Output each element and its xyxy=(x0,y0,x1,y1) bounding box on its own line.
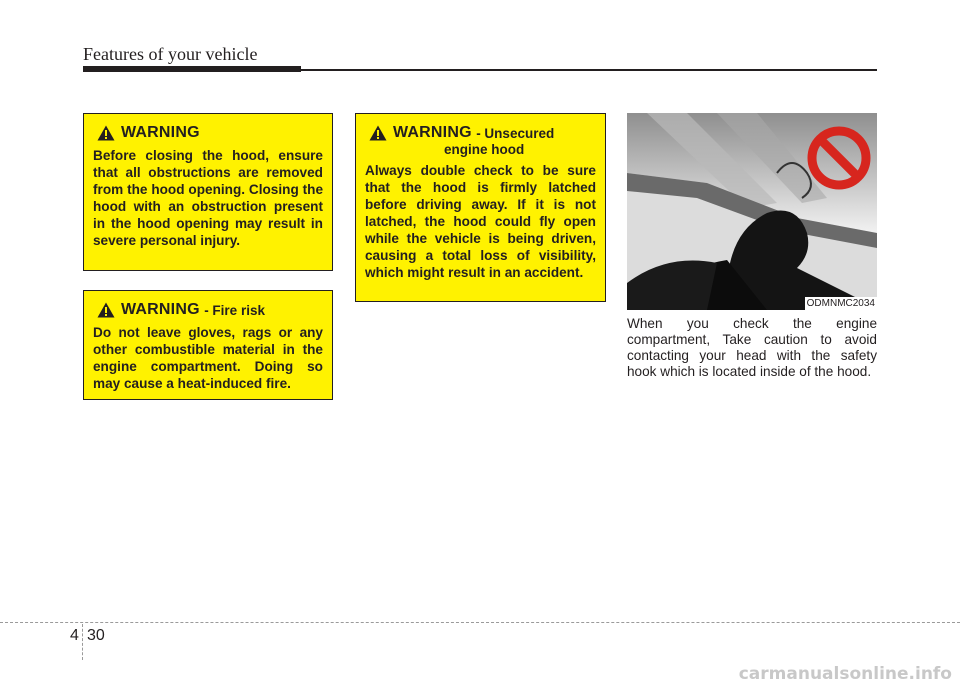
header-rule-thick xyxy=(83,66,301,72)
warning-triangle-icon xyxy=(369,125,387,141)
figure-code-label: ODMNMC2034 xyxy=(806,298,875,309)
footer-divider xyxy=(0,622,960,623)
page-number: 30 xyxy=(87,627,105,644)
warning-header xyxy=(93,301,323,319)
warning-box-unsecured-hood xyxy=(355,113,606,302)
site-watermark: carmanualsonline.info xyxy=(738,664,952,684)
warning-triangle-icon xyxy=(97,125,115,141)
warning-title: WARNING xyxy=(121,124,200,141)
warning-header xyxy=(93,124,323,142)
warning-subtitle: - Fire risk xyxy=(204,303,265,318)
page-number-separator xyxy=(82,624,83,660)
chapter-number: 4 xyxy=(70,627,79,644)
warning-subtitle: - Unsecured xyxy=(476,126,555,141)
warning-box-obstructions xyxy=(83,113,333,271)
warning-header xyxy=(365,124,596,157)
header-rule-thin xyxy=(301,69,877,71)
warning-subtitle-line2: engine hood xyxy=(444,142,525,157)
page-header-title: Features of your vehicle xyxy=(83,44,258,64)
warning-title: WARNING xyxy=(121,301,200,318)
figure-caption: When you check the engine compartment, Take caution to avoid contacting your head with the safety hook which is located inside of the hood. xyxy=(627,316,877,379)
warning-box-fire-risk xyxy=(83,290,333,400)
warning-body: Before closing the hood, ensure that all obstructions are removed from the hood opening. Closing the hood with an obstruction present in the hood opening may result in severe personal injury. xyxy=(93,148,323,248)
warning-triangle-icon xyxy=(97,302,115,318)
warning-title: WARNING xyxy=(393,124,472,141)
illustration-image xyxy=(627,113,877,310)
hood-safety-hook-illustration xyxy=(627,113,877,310)
warning-body: Always double check to be sure that the hood is firmly latched before driving away. If it is not latched, the hood could fly open while the vehicle is being driven, causing a total loss of visibility, which might result in an accident. xyxy=(365,163,596,280)
warning-body: Do not leave gloves, rags or any other combustible material in the engine compartment. Doing so may cause a heat-induced fire. xyxy=(93,325,323,391)
